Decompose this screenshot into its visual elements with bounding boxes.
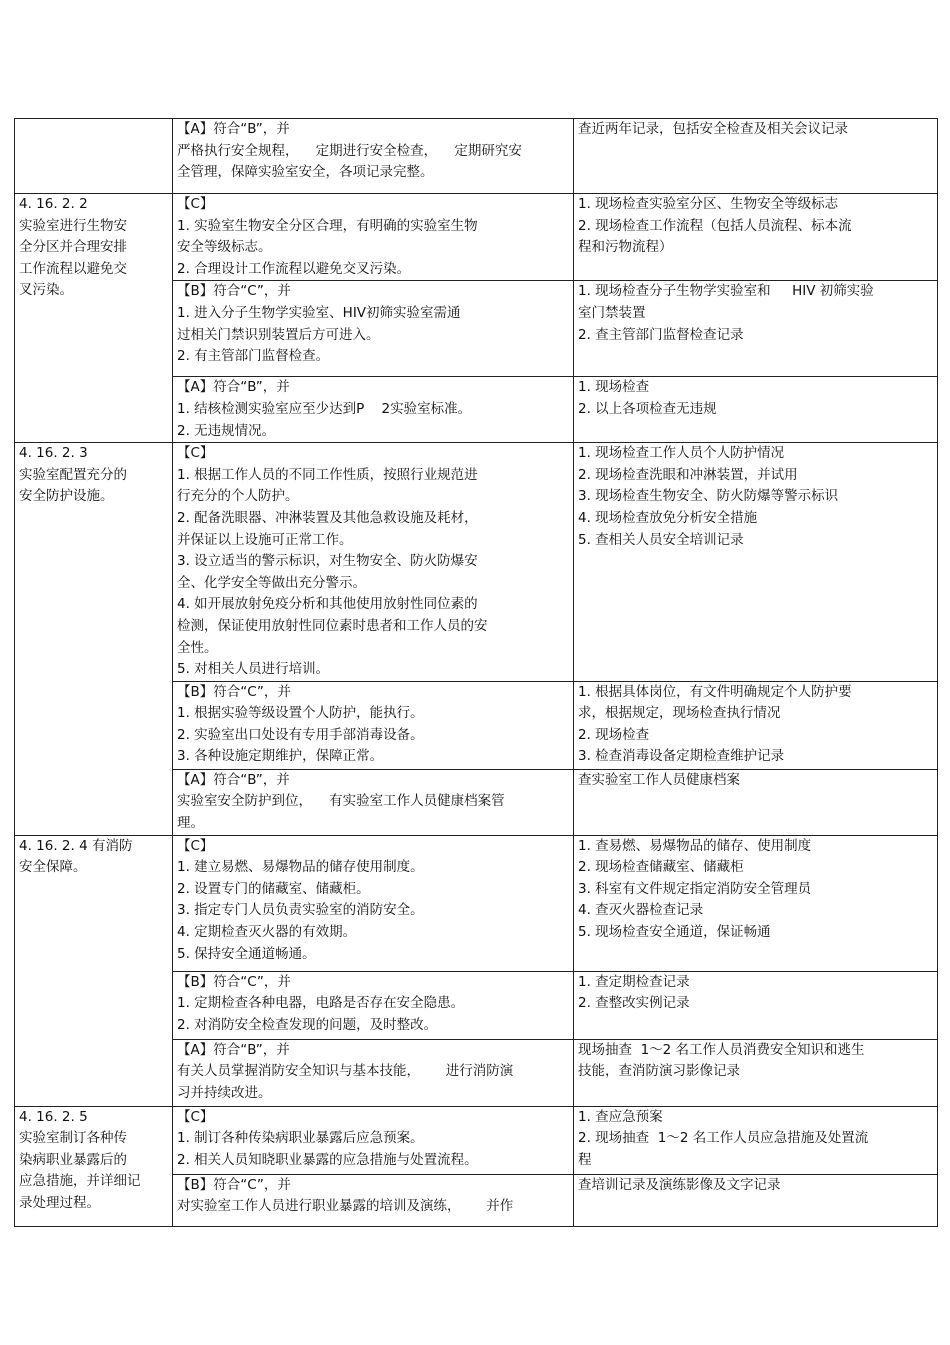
criteria-cell-line: 理。 [177, 814, 204, 831]
criteria-cell-line: 对实验室工作人员进行职业暴露的培训及演练， 并作 [177, 1198, 514, 1215]
criteria-cell-line: 【B】符合“C”，并 [177, 283, 291, 300]
item-cell-line: 实验室配置充分的 [19, 466, 127, 483]
criteria-cell-line: 【C】 [177, 196, 214, 212]
item-cell-line: 录处理过程。 [19, 1195, 100, 1212]
check-method-cell [574, 1106, 938, 1174]
item-cell-line: 4. 16. 2. 3 [19, 445, 88, 462]
check-method-cell-line: 1. 现场检查 [578, 379, 650, 396]
criteria-cell [173, 377, 574, 443]
check-method-cell [574, 281, 938, 377]
check-method-cell-line: 1. 现场检查实验室分区、生物安全等级标志 [578, 196, 839, 212]
check-method-cell-line: 1. 查定期检查记录 [578, 973, 690, 990]
check-method-cell-line: 1. 现场检查分子生物学实验室和 HIV 初筛实验 [578, 283, 874, 300]
criteria-cell [173, 443, 574, 682]
check-method-cell [574, 1174, 938, 1226]
criteria-cell-line: 习并持续改进。 [177, 1084, 272, 1101]
table-row [15, 443, 938, 682]
criteria-cell-line: 【B】符合“C”，并 [177, 973, 291, 990]
criteria-cell-line: 【A】符合“B”，并 [177, 1041, 290, 1058]
criteria-cell-line: 全、化学安全等做出充分警示。 [177, 574, 366, 591]
check-method-cell [574, 119, 938, 194]
item-cell-line: 实验室制订各种传 [19, 1130, 127, 1147]
criteria-cell [173, 119, 574, 194]
criteria-cell [173, 281, 574, 377]
criteria-cell-line: 1. 根据实验等级设置个人防护，能执行。 [177, 705, 424, 722]
item-cell-line: 4. 16. 2. 4 有消防 [19, 837, 133, 854]
check-method-cell-line: 3. 检查消毒设备定期检查维护记录 [578, 748, 785, 765]
criteria-cell [173, 769, 574, 835]
criteria-cell-line: 1. 进入分子生物学实验室、HIV初筛实验室需通 [177, 304, 461, 321]
check-method-cell-line: 程 [578, 1151, 592, 1168]
check-method-cell-line: 2. 现场检查储藏室、储藏柜 [578, 859, 744, 876]
criteria-cell-line: 行充分的个人防护。 [177, 488, 299, 505]
criteria-cell [173, 1106, 574, 1174]
item-cell-line: 全分区并合理安排 [19, 239, 127, 256]
criteria-cell-line: 2. 无违规情况。 [177, 422, 276, 439]
item-cell-line: 安全保障。 [19, 859, 87, 876]
criteria-cell-line: 2. 设置专门的储藏室、储藏柜。 [177, 880, 370, 897]
check-method-cell-line: 1. 现场检查工作人员个人防护情况 [578, 445, 785, 462]
check-method-cell [574, 1039, 938, 1106]
criteria-cell-line: 1. 结核检测实验室应至少达到P 2实验室标准。 [177, 400, 472, 417]
check-method-cell-line: 求，根据规定，现场检查执行情况 [578, 705, 781, 722]
criteria-cell-line: 2. 相关人员知晓职业暴露的应急措施与处置流程。 [177, 1151, 478, 1168]
table-row [15, 835, 938, 971]
standards-table [14, 118, 938, 1227]
criteria-cell-line: 全性。 [177, 639, 218, 656]
criteria-cell-line: 1. 制订各种传染病职业暴露后应急预案。 [177, 1130, 424, 1147]
check-method-cell-line: 现场抽查 1～2 名工作人员消费安全知识和逃生 [578, 1041, 865, 1058]
check-method-cell-line: 3. 现场检查生物安全、防火防爆等警示标识 [578, 488, 839, 505]
item-cell-line: 4. 16. 2. 5 [19, 1108, 88, 1125]
item-cell [15, 835, 173, 1106]
criteria-cell-line: 实验室安全防护到位， 有实验室工作人员健康档案管 [177, 793, 505, 810]
criteria-cell-line: 2. 合理设计工作流程以避免交叉污染。 [177, 260, 411, 277]
check-method-cell [574, 769, 938, 835]
criteria-cell [173, 971, 574, 1039]
criteria-cell-line: 3. 设立适当的警示标识，对生物安全、防火防爆安 [177, 553, 478, 570]
item-cell [15, 1106, 173, 1226]
check-method-cell-line: 1. 根据具体岗位，有文件明确规定个人防护要 [578, 683, 852, 700]
criteria-cell-line: 4. 定期检查灭火器的有效期。 [177, 924, 357, 941]
criteria-cell-line: 【A】符合“B”，并 [177, 771, 290, 788]
check-method-cell-line: 5. 查相关人员安全培训记录 [578, 531, 744, 548]
check-method-cell-line: 4. 查灭火器检查记录 [578, 902, 704, 919]
check-method-cell-line: 查实验室工作人员健康档案 [578, 771, 740, 788]
criteria-cell-line: 5. 对相关人员进行培训。 [177, 661, 330, 678]
criteria-cell-line: 【A】符合“B”，并 [177, 121, 290, 137]
criteria-cell-line: 过相关门禁识别装置后方可进入。 [177, 326, 380, 343]
check-method-cell [574, 377, 938, 443]
check-method-cell-line: 2. 查整改实例记录 [578, 995, 690, 1012]
item-cell [15, 194, 173, 443]
check-method-cell-line: 2. 现场抽查 1～2 名工作人员应急措施及处置流 [578, 1130, 869, 1147]
check-method-cell-line: 3. 科室有文件规定指定消防安全管理员 [578, 880, 812, 897]
criteria-cell-line: 3. 指定专门人员负责实验室的消防安全。 [177, 902, 424, 919]
check-method-cell-line: 4. 现场检查放免分析安全措施 [578, 509, 758, 526]
table-row [15, 119, 938, 194]
item-cell-line: 安全防护设施。 [19, 488, 114, 505]
criteria-cell-line: 1. 根据工作人员的不同工作性质，按照行业规范进 [177, 466, 478, 483]
item-cell [15, 119, 173, 194]
criteria-cell-line: 【B】符合“C”，并 [177, 683, 291, 700]
check-method-cell-line: 程和污物流程） [578, 239, 673, 256]
criteria-cell-line: 2. 对消防安全检查发现的问题，及时整改。 [177, 1016, 438, 1033]
standards-table-body [15, 119, 938, 1227]
check-method-cell [574, 971, 938, 1039]
criteria-cell-line: 安全等级标志。 [177, 239, 272, 256]
criteria-cell-line: 3. 各种设施定期维护，保障正常。 [177, 748, 384, 765]
criteria-cell-line: 【B】符合“C”，并 [177, 1176, 291, 1193]
criteria-cell [173, 1174, 574, 1226]
check-method-cell-line: 1. 查应急预案 [578, 1108, 663, 1125]
criteria-cell-line: 2. 配备洗眼器、冲淋装置及其他急救设施及耗材， [177, 509, 478, 526]
criteria-cell-line: 全管理，保障实验室安全，各项记录完整。 [177, 164, 434, 181]
item-cell-line: 应急措施，并详细记 [19, 1173, 141, 1190]
item-cell-line: 染病职业暴露后的 [19, 1151, 127, 1168]
criteria-cell-line: 严格执行安全规程， 定期进行安全检查， 定期研究安 [177, 142, 522, 159]
criteria-cell-line: 1. 定期检查各种电器，电路是否存在安全隐患。 [177, 995, 465, 1012]
item-cell-line: 实验室进行生物安 [19, 217, 127, 234]
item-cell [15, 443, 173, 836]
criteria-cell-line: 【C】 [177, 837, 214, 854]
check-method-cell [574, 681, 938, 769]
table-row [15, 1106, 938, 1174]
criteria-cell-line: 并保证以上设施可正常工作。 [177, 531, 353, 548]
check-method-cell-line: 查培训记录及演练影像及文字记录 [578, 1176, 781, 1193]
check-method-cell-line: 2. 以上各项检查无违规 [578, 400, 717, 417]
criteria-cell-line: 【C】 [177, 445, 214, 462]
criteria-cell-line: 2. 有主管部门监督检查。 [177, 348, 330, 365]
table-row [15, 194, 938, 281]
criteria-cell-line: 【A】符合“B”，并 [177, 379, 290, 396]
criteria-cell [173, 835, 574, 971]
criteria-cell-line: 4. 如开展放射免疫分析和其他使用放射性同位素的 [177, 596, 478, 613]
criteria-cell-line: 有关人员掌握消防安全知识与基本技能， 进行消防演 [177, 1063, 514, 1080]
check-method-cell-line: 2. 现场检查洗眼和冲淋装置，并试用 [578, 466, 798, 483]
criteria-cell-line: 2. 实验室出口处设有专用手部消毒设备。 [177, 726, 424, 743]
check-method-cell-line: 1. 查易燃、易爆物品的储存、使用制度 [578, 837, 812, 854]
check-method-cell [574, 194, 938, 281]
criteria-cell-line: 1. 建立易燃、易爆物品的储存使用制度。 [177, 859, 424, 876]
item-cell-line: 4. 16. 2. 2 [19, 196, 88, 212]
criteria-cell [173, 1039, 574, 1106]
item-cell-line: 叉污染。 [19, 282, 73, 299]
check-method-cell-line: 室门禁装置 [578, 304, 646, 321]
check-method-cell-line: 2. 现场检查 [578, 726, 650, 743]
check-method-cell-line: 5. 现场检查安全通道，保证畅通 [578, 924, 771, 941]
criteria-cell-line: 检测，保证使用放射性同位素时患者和工作人员的安 [177, 617, 488, 634]
check-method-cell-line: 2. 现场检查工作流程（包括人员流程、标本流 [578, 217, 852, 234]
check-method-cell-line: 2. 查主管部门监督检查记录 [578, 326, 744, 343]
criteria-cell [173, 194, 574, 281]
criteria-cell-line: 5. 保持安全通道畅通。 [177, 945, 316, 962]
check-method-cell [574, 443, 938, 682]
check-method-cell-line: 技能，查消防演习影像记录 [578, 1063, 740, 1080]
criteria-cell [173, 681, 574, 769]
check-method-cell-line: 查近两年记录，包括安全检查及相关会议记录 [578, 121, 848, 137]
check-method-cell [574, 835, 938, 971]
item-cell-line: 工作流程以避免交 [19, 260, 127, 277]
criteria-cell-line: 1. 实验室生物安全分区合理，有明确的实验室生物 [177, 217, 478, 234]
criteria-cell-line: 【C】 [177, 1108, 214, 1125]
